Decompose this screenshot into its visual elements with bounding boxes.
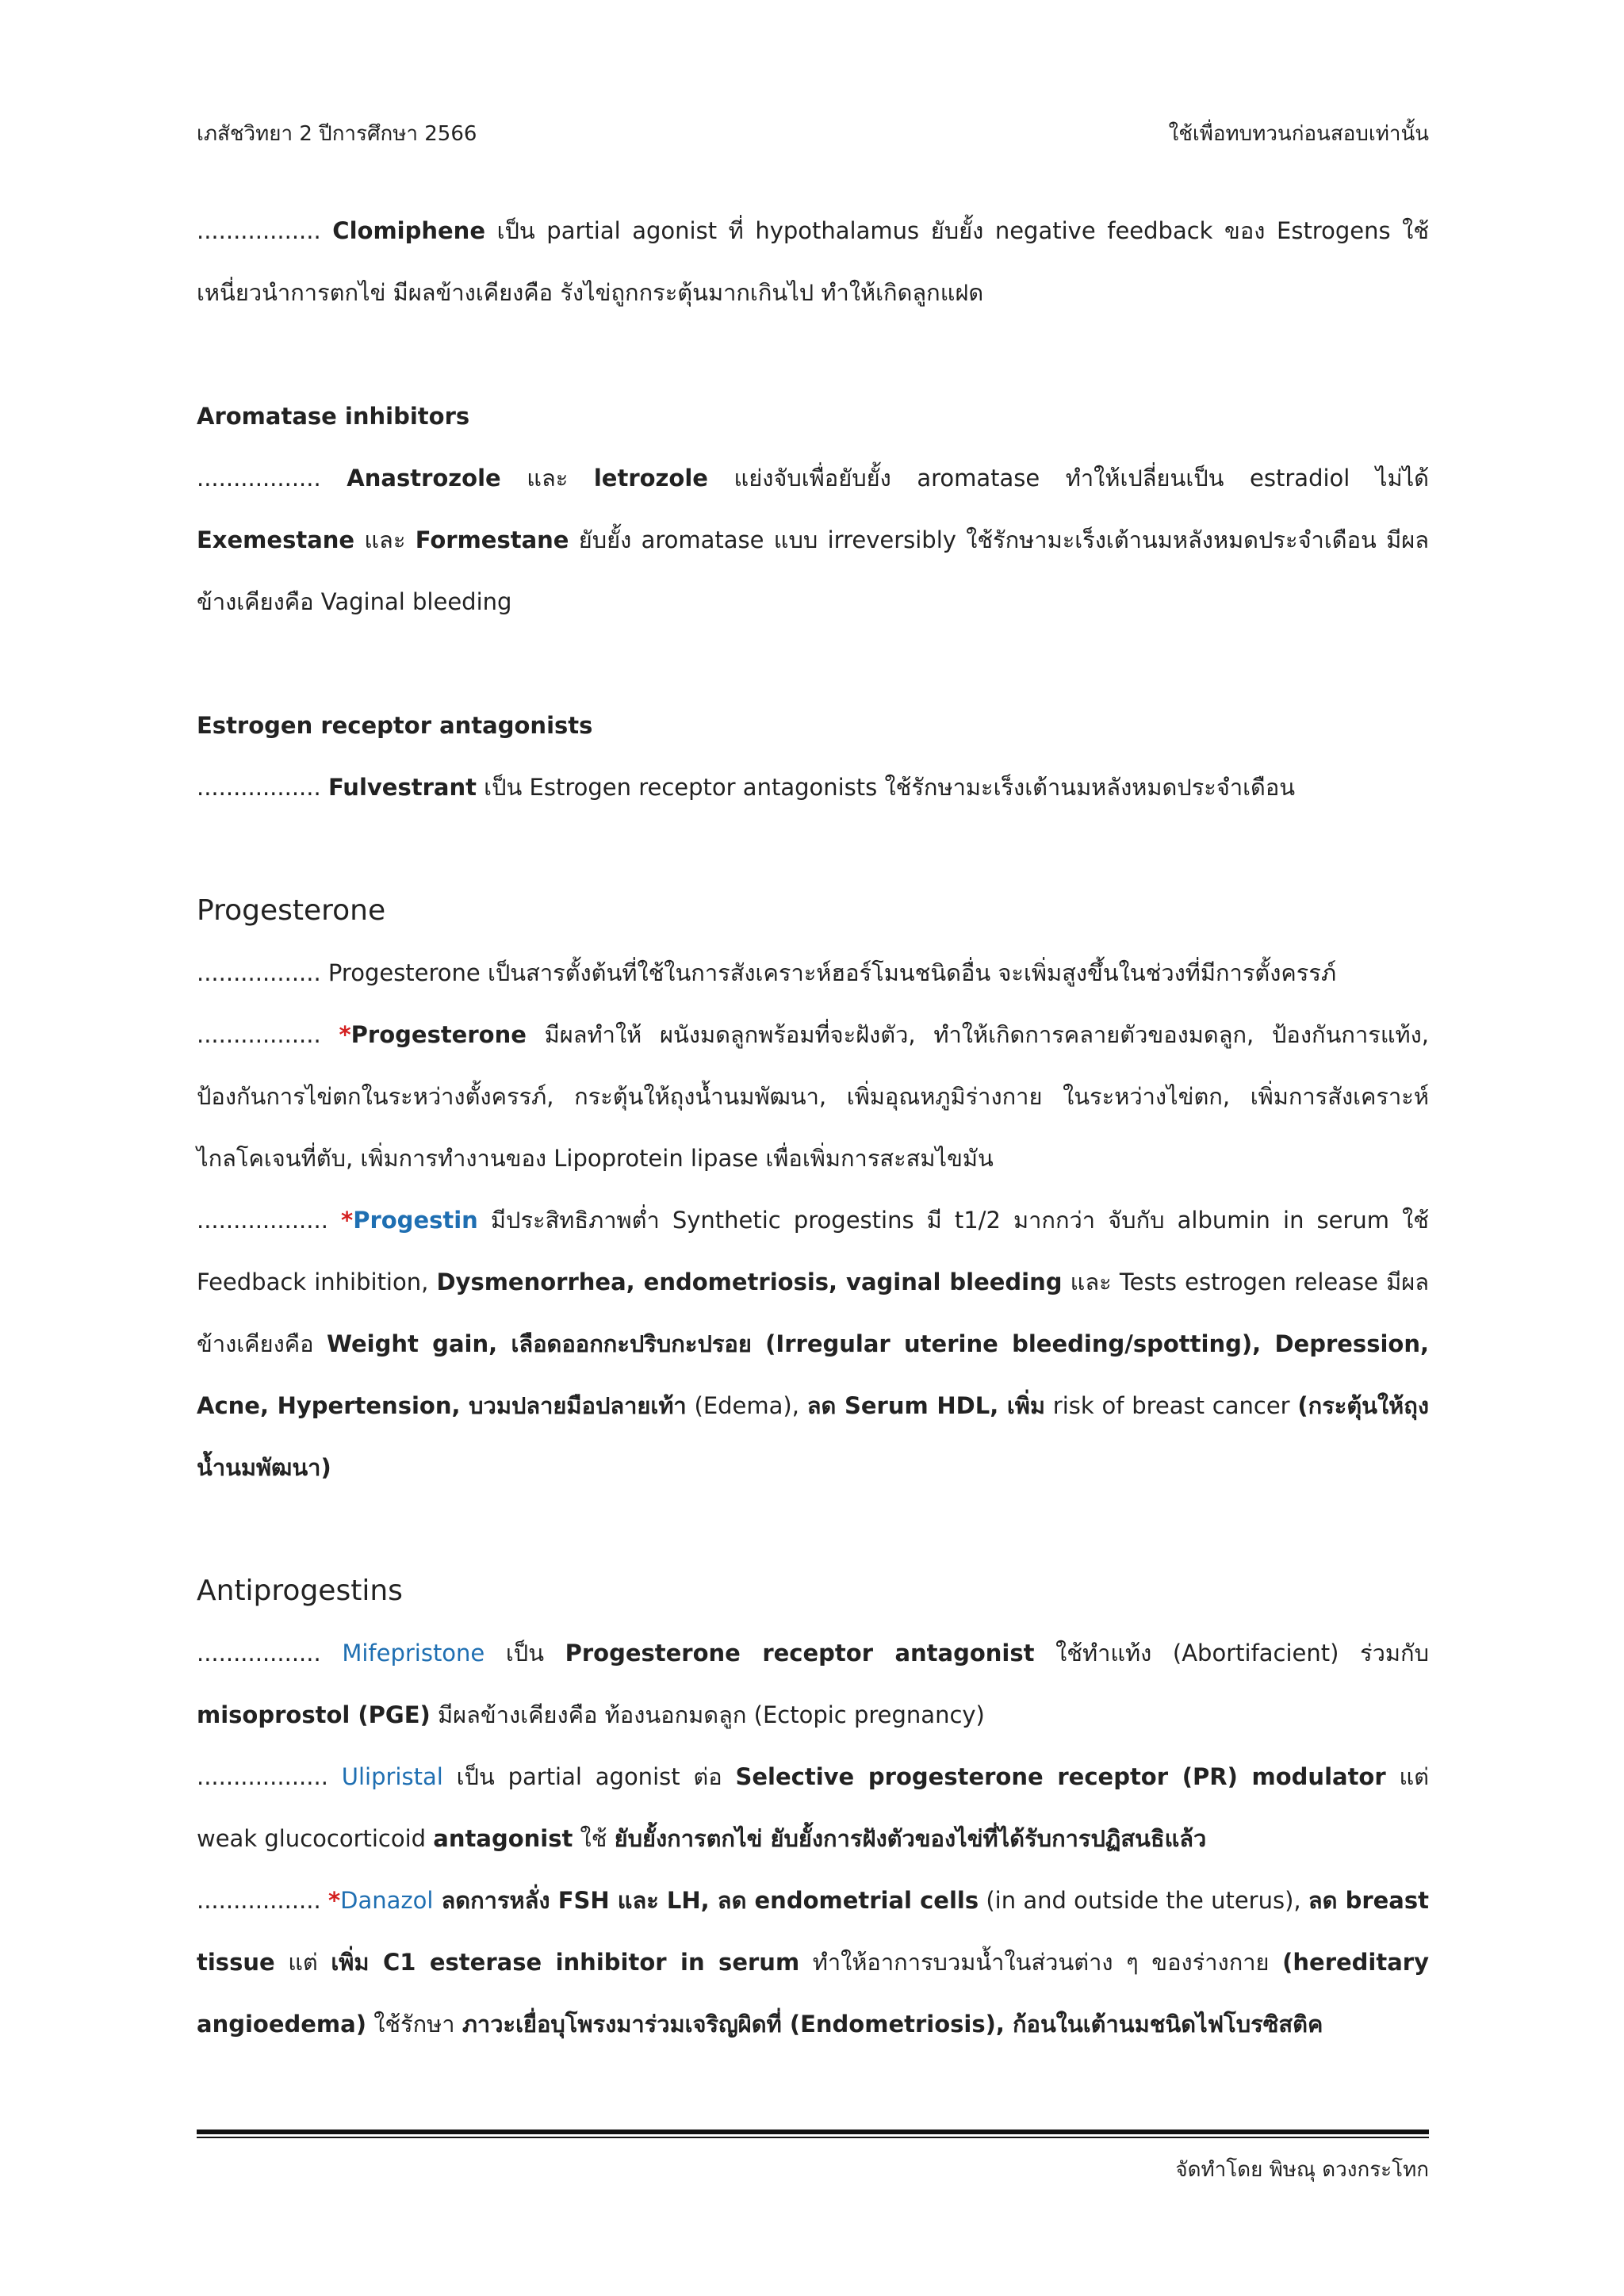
heading-antiprogestins: Antiprogestins [197,1575,403,1607]
paragraph-mifepristone [197,1622,1429,1746]
text-run: ยับยั้ง aromatase แบบ irreversibly ใช้รักษามะเร็งเต้านมหลังหมดประจำเดือน มีผลข้างเคียงคือ Vaginal bleeding [197,526,1429,615]
text-run: ทำให้อาการบวมน้ำในส่วนต่าง ๆ ของร่างกาย [799,1949,1283,1976]
paragraph-ulipristal [197,1746,1429,1869]
blank-dots: ................. [197,1640,321,1667]
bold-run: เพิ่ม C1 esterase inhibitor in serum [331,1949,800,1976]
heading-progesterone: Progesterone [197,894,386,927]
text-run: แต่ weak glucocorticoid [197,1763,1430,1852]
star-marker: * [339,1021,351,1048]
text-run: เป็น Estrogen receptor antagonists ใช้รักษามะเร็งเต้านมหลังหมดประจำเดือน [476,774,1296,801]
bold-run: ลด breast tissue [197,1887,1429,1976]
text-run: และ [500,465,594,492]
clomiphene-text: เป็น partial agonist ที่ hypothalamus ยับยั้ง negative feedback ของ Estrogens ใช้เหนี่ยวนำการตกไข่ มีผลข้างเคียงคือ รังไข่ถูกกระตุ้นมากเกินไป ทำให้เกิดลูกแฝด [197,217,1429,306]
document-body [197,200,1429,2055]
text-run: (in and outside the uterus), [979,1887,1308,1914]
bold-run: ลด Serum HDL, เพิ่ม [806,1392,1046,1419]
drug-exemestane: Exemestane [197,526,355,553]
drug-anastrozole: Anastrozole [347,465,501,492]
drug-formestane: Formestane [415,526,569,553]
star-marker: * [341,1207,354,1234]
bold-run: antagonist [433,1825,573,1852]
text-run: Progesterone เป็นสารตั้งต้นที่ใช้ในการสังเคราะห์ฮอร์โมนชนิดอื่น จะเพิ่มสูงขึ้นในช่วงที่มีการตั้งครรภ์ [320,959,1337,986]
blank-dots: ................. [197,217,321,244]
drug-mifepristone: Mifepristone [342,1640,485,1667]
paragraph-progesterone-intro [197,942,1429,1004]
blank-dots: ................. [197,1021,321,1048]
text-run: ใช้ทำแท้ง (Abortifacient) ร่วมกับ [1034,1640,1429,1667]
bold-run: ลดการหลั่ง FSH และ LH, ลด endometrial cells [433,1887,979,1914]
drug-progestin: Progestin [353,1207,478,1234]
blank-dots: ................. [197,959,321,986]
paragraph-danazol [197,1869,1429,2055]
page-header [197,117,1429,152]
bold-run: Selective progesterone receptor (PR) modulator [735,1763,1386,1790]
blank-dots: ................. [197,774,321,801]
header-usage-note: ใช้เพื่อทบทวนก่อนสอบเท่านั้น [1168,122,1429,146]
paragraph-fulvestrant [197,756,1429,818]
drug-ulipristal: Ulipristal [341,1763,443,1790]
text-run: แย่งจับเพื่อยับยั้ง aromatase ทำให้เปลี่ยนเป็น estradiol ไม่ได้ [707,465,1430,492]
bold-run: ยับยั้งการตกไข่ ยับยั้งการฝังตัวของไข่ที่ได้รับการปฏิสนธิแล้ว [614,1825,1207,1852]
drug-fulvestrant: Fulvestrant [327,774,477,801]
text-run: (Edema), [686,1392,807,1419]
bold-run: Progesterone receptor antagonist [565,1640,1035,1667]
drug-letrozole: letrozole [593,465,708,492]
bold-run: misoprostol (PGE) [197,1701,431,1728]
blank-dots: .................. [197,1763,328,1790]
text-run: มีประสิทธิภาพต่ำ Synthetic progestins มี t1/2 มากกว่า จับกับ albumin in serum ใช้ Feedback inhibition, [197,1207,1429,1295]
paragraph-clomiphene [197,200,1429,323]
footer-divider [197,2130,1429,2139]
text-run: ใช้รักษา [366,2011,462,2038]
paragraph-progesterone-effects [197,1004,1429,1189]
heading-estrogen-receptor-antagonists: Estrogen receptor antagonists [197,712,593,739]
text-run: เป็น [485,1640,565,1667]
text-run: แต่ [274,1949,331,1976]
drug-progesterone: Progesterone [350,1021,527,1048]
drug-danazol: Danazol [340,1887,434,1914]
header-course-title: เภสัชวิทยา 2 ปีการศึกษา 2566 [197,122,477,146]
text-run: เป็น partial agonist ต่อ [442,1763,736,1790]
blank-dots: ................. [197,465,321,492]
bold-run: (hereditary angioedema) [197,1949,1429,2038]
star-marker: * [327,1887,341,1914]
bold-run: ภาวะเยื่อบุโพรงมาร่วมเจริญผิดที่ (Endometriosis), ก้อนในเต้านมชนิดไฟโบรซิสติค [462,2011,1323,2038]
drug-clomiphene: Clomiphene [332,217,485,244]
bold-run: Dysmenorrhea, endometriosis, vaginal bleeding [436,1269,1063,1295]
blank-dots: .................. [197,1207,328,1234]
text-run: risk of breast cancer [1045,1392,1298,1419]
blank-dots: ................. [197,1887,321,1914]
bold-run: (กระตุ้นให้ถุงน้ำนมพัฒนา) [197,1392,1429,1481]
text-run: ใช้ [573,1825,615,1852]
text-run: มีผลทำให้ ผนังมดลูกพร้อมที่จะฝังตัว, ทำให้เกิดการคลายตัวของมดลูก, ป้องกันการแท้ง, ป้องกันการไข่ตกในระหว่างตั้งครรภ์, กระตุ้นให้ถุงน้ำนมพัฒนา, เพิ่มอุณหภูมิร่างกาย ในระหว่างไข่ตก, เพิ่มการสังเคราะห์ไกลโคเจนที่ตับ, เพิ่มการทำงานของ Lipoprotein lipase เพื่อเพิ่มการสะสมไขมัน [197,1021,1429,1172]
text-run: และ [354,526,416,553]
text-run: และ Tests estrogen release มีผลข้างเคียงคือ [197,1269,1430,1357]
paragraph-aromatase [197,447,1429,633]
footer-author: จัดทำโดย พิษณุ ดวงกระโทก [1175,2158,1429,2182]
heading-aromatase-inhibitors: Aromatase inhibitors [197,403,470,430]
paragraph-progestin [197,1189,1429,1498]
text-run: มีผลข้างเคียงคือ ท้องนอกมดลูก (Ectopic pregnancy) [430,1701,985,1728]
bold-run: Weight gain, เลือดออกกะปริบกะปรอย (Irregular uterine bleeding/spotting), Depression, Acne, Hypertension, บวมปลายมือปลายเท้า [197,1330,1429,1419]
